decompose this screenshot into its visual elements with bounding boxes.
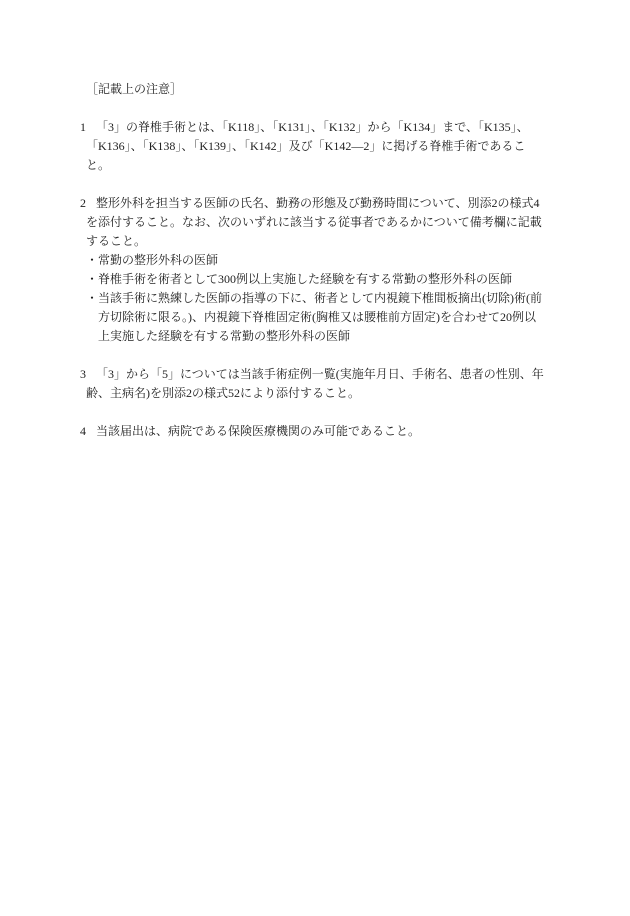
bullet-item	[86, 270, 585, 289]
item-line: 「3」から「5」については当該手術症例一覧(実施年月日、手術名、患者の性別、年	[96, 367, 544, 381]
document-content	[80, 80, 585, 441]
note-item	[80, 365, 585, 403]
item-number: 1	[80, 120, 86, 134]
item-line: 「3」の脊椎手術とは、「K118」、「K131」、「K132」から「K134」まで、「K135」、	[96, 120, 529, 134]
item-line: と。	[86, 158, 111, 172]
bullet-item	[86, 289, 585, 346]
item-number: 3	[80, 367, 86, 381]
note-item	[80, 118, 585, 175]
item-line: 齢、主病名)を別添2の様式52により添付すること。	[86, 386, 360, 400]
item-line: すること。	[86, 234, 147, 248]
bullet-line: 上実施した経験を有する常勤の整形外科の医師	[98, 329, 351, 343]
notes-list	[80, 118, 585, 441]
item-line: 「K136」、「K138」、「K139」、「K142」及び「K142―2」に掲げる脊椎手術であるこ	[86, 139, 526, 153]
item-line: 整形外科を担当する医師の氏名、勤務の形態及び勤務時間について、別添2の様式4	[96, 196, 540, 210]
bullet-line: 脊椎手術を術者として300例以上実施した経験を有する常勤の整形外科の医師	[98, 272, 513, 286]
page-title: ［記載上の注意］	[86, 82, 183, 96]
item-number: 4	[80, 424, 86, 438]
bullet-item	[86, 251, 585, 270]
item-line: 当該届出は、病院である保険医療機関のみ可能であること。	[96, 424, 421, 438]
item-line: を添付すること。なお、次のいずれに該当する従事者であるかについて備考欄に記載	[86, 215, 542, 229]
bullet-line: 方切除術に限る。)、内視鏡下脊椎固定術(胸椎又は腰椎前方固定)を合わせて20例以	[98, 310, 536, 324]
note-item	[80, 422, 585, 441]
bullet-line: 常勤の整形外科の医師	[98, 253, 219, 267]
bullet-marker-icon: ・	[86, 272, 99, 286]
item-number: 2	[80, 196, 86, 210]
bullet-marker-icon: ・	[86, 253, 99, 267]
note-item	[80, 194, 585, 346]
bullet-line: 当該手術に熟練した医師の指導の下に、術者として内視鏡下椎間板摘出(切除)術(前	[98, 291, 542, 305]
bullet-marker-icon: ・	[86, 291, 99, 305]
